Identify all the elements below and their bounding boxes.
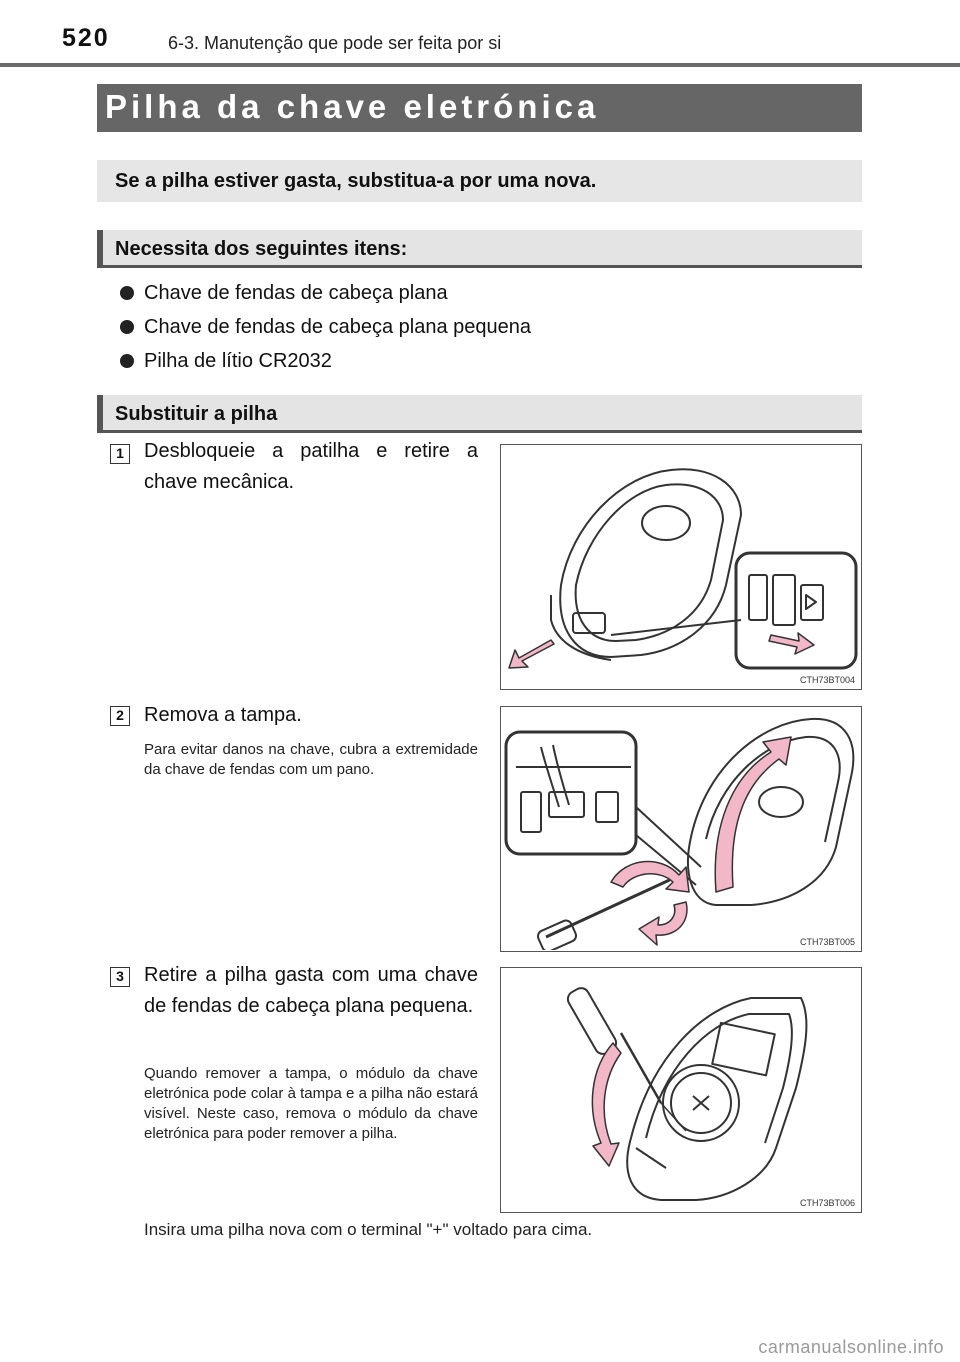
- step-number-badge: 1: [110, 444, 130, 464]
- step-text: Desbloqueie a patilha e retire a chave mecânica.: [144, 440, 478, 493]
- step-text: Remova a tampa.: [144, 704, 302, 726]
- step-note: Quando remover a tampa, o módulo da chave eletrónica pode colar à tampa e a pilha não estará visível. Neste caso, remova o módulo da chave eletrónica para poder remover a pilha.: [144, 1065, 478, 1142]
- step-2-figure: [500, 706, 862, 952]
- page-title: Pilha da chave eletrónica: [97, 84, 862, 132]
- figure-code: CTH73BT004: [799, 675, 855, 685]
- replace-heading: Substituir a pilha: [97, 395, 862, 433]
- step-note: Para evitar danos na chave, cubra a extremidade da chave de fendas com um pano.: [144, 741, 478, 778]
- step-number-badge: 2: [110, 706, 130, 726]
- header-rule: [0, 63, 960, 67]
- section-path: 6-3. Manutenção que pode ser feita por si: [168, 33, 502, 53]
- watermark: carmanualsonline.info: [758, 1337, 944, 1357]
- cover-pry-icon: [501, 707, 860, 950]
- final-note: Insira uma pilha nova com o terminal "+" voltado para cima.: [144, 1220, 593, 1239]
- bullet-icon: [120, 320, 134, 334]
- bullet-icon: [120, 286, 134, 300]
- list-item: Chave de fendas de cabeça plana: [120, 276, 531, 310]
- figure-code: CTH73BT005: [799, 937, 855, 947]
- items-list: [120, 276, 531, 378]
- list-item: Pilha de lítio CR2032: [120, 344, 531, 378]
- step-1-figure: [500, 444, 862, 690]
- step-3-figure: [500, 967, 862, 1213]
- bullet-icon: [120, 354, 134, 368]
- items-heading: Necessita dos seguintes itens:: [97, 230, 862, 268]
- key-fob-slide-icon: [501, 445, 860, 688]
- battery-remove-icon: [501, 968, 860, 1211]
- list-item: Chave de fendas de cabeça plana pequena: [120, 310, 531, 344]
- step-number-badge: 3: [110, 967, 130, 987]
- page-number: 520: [62, 24, 110, 52]
- intro-box: Se a pilha estiver gasta, substitua-a por uma nova.: [97, 160, 862, 202]
- step-text: Retire a pilha gasta com uma chave de fendas de cabeça plana pequena.: [144, 964, 478, 1017]
- figure-code: CTH73BT006: [799, 1198, 855, 1208]
